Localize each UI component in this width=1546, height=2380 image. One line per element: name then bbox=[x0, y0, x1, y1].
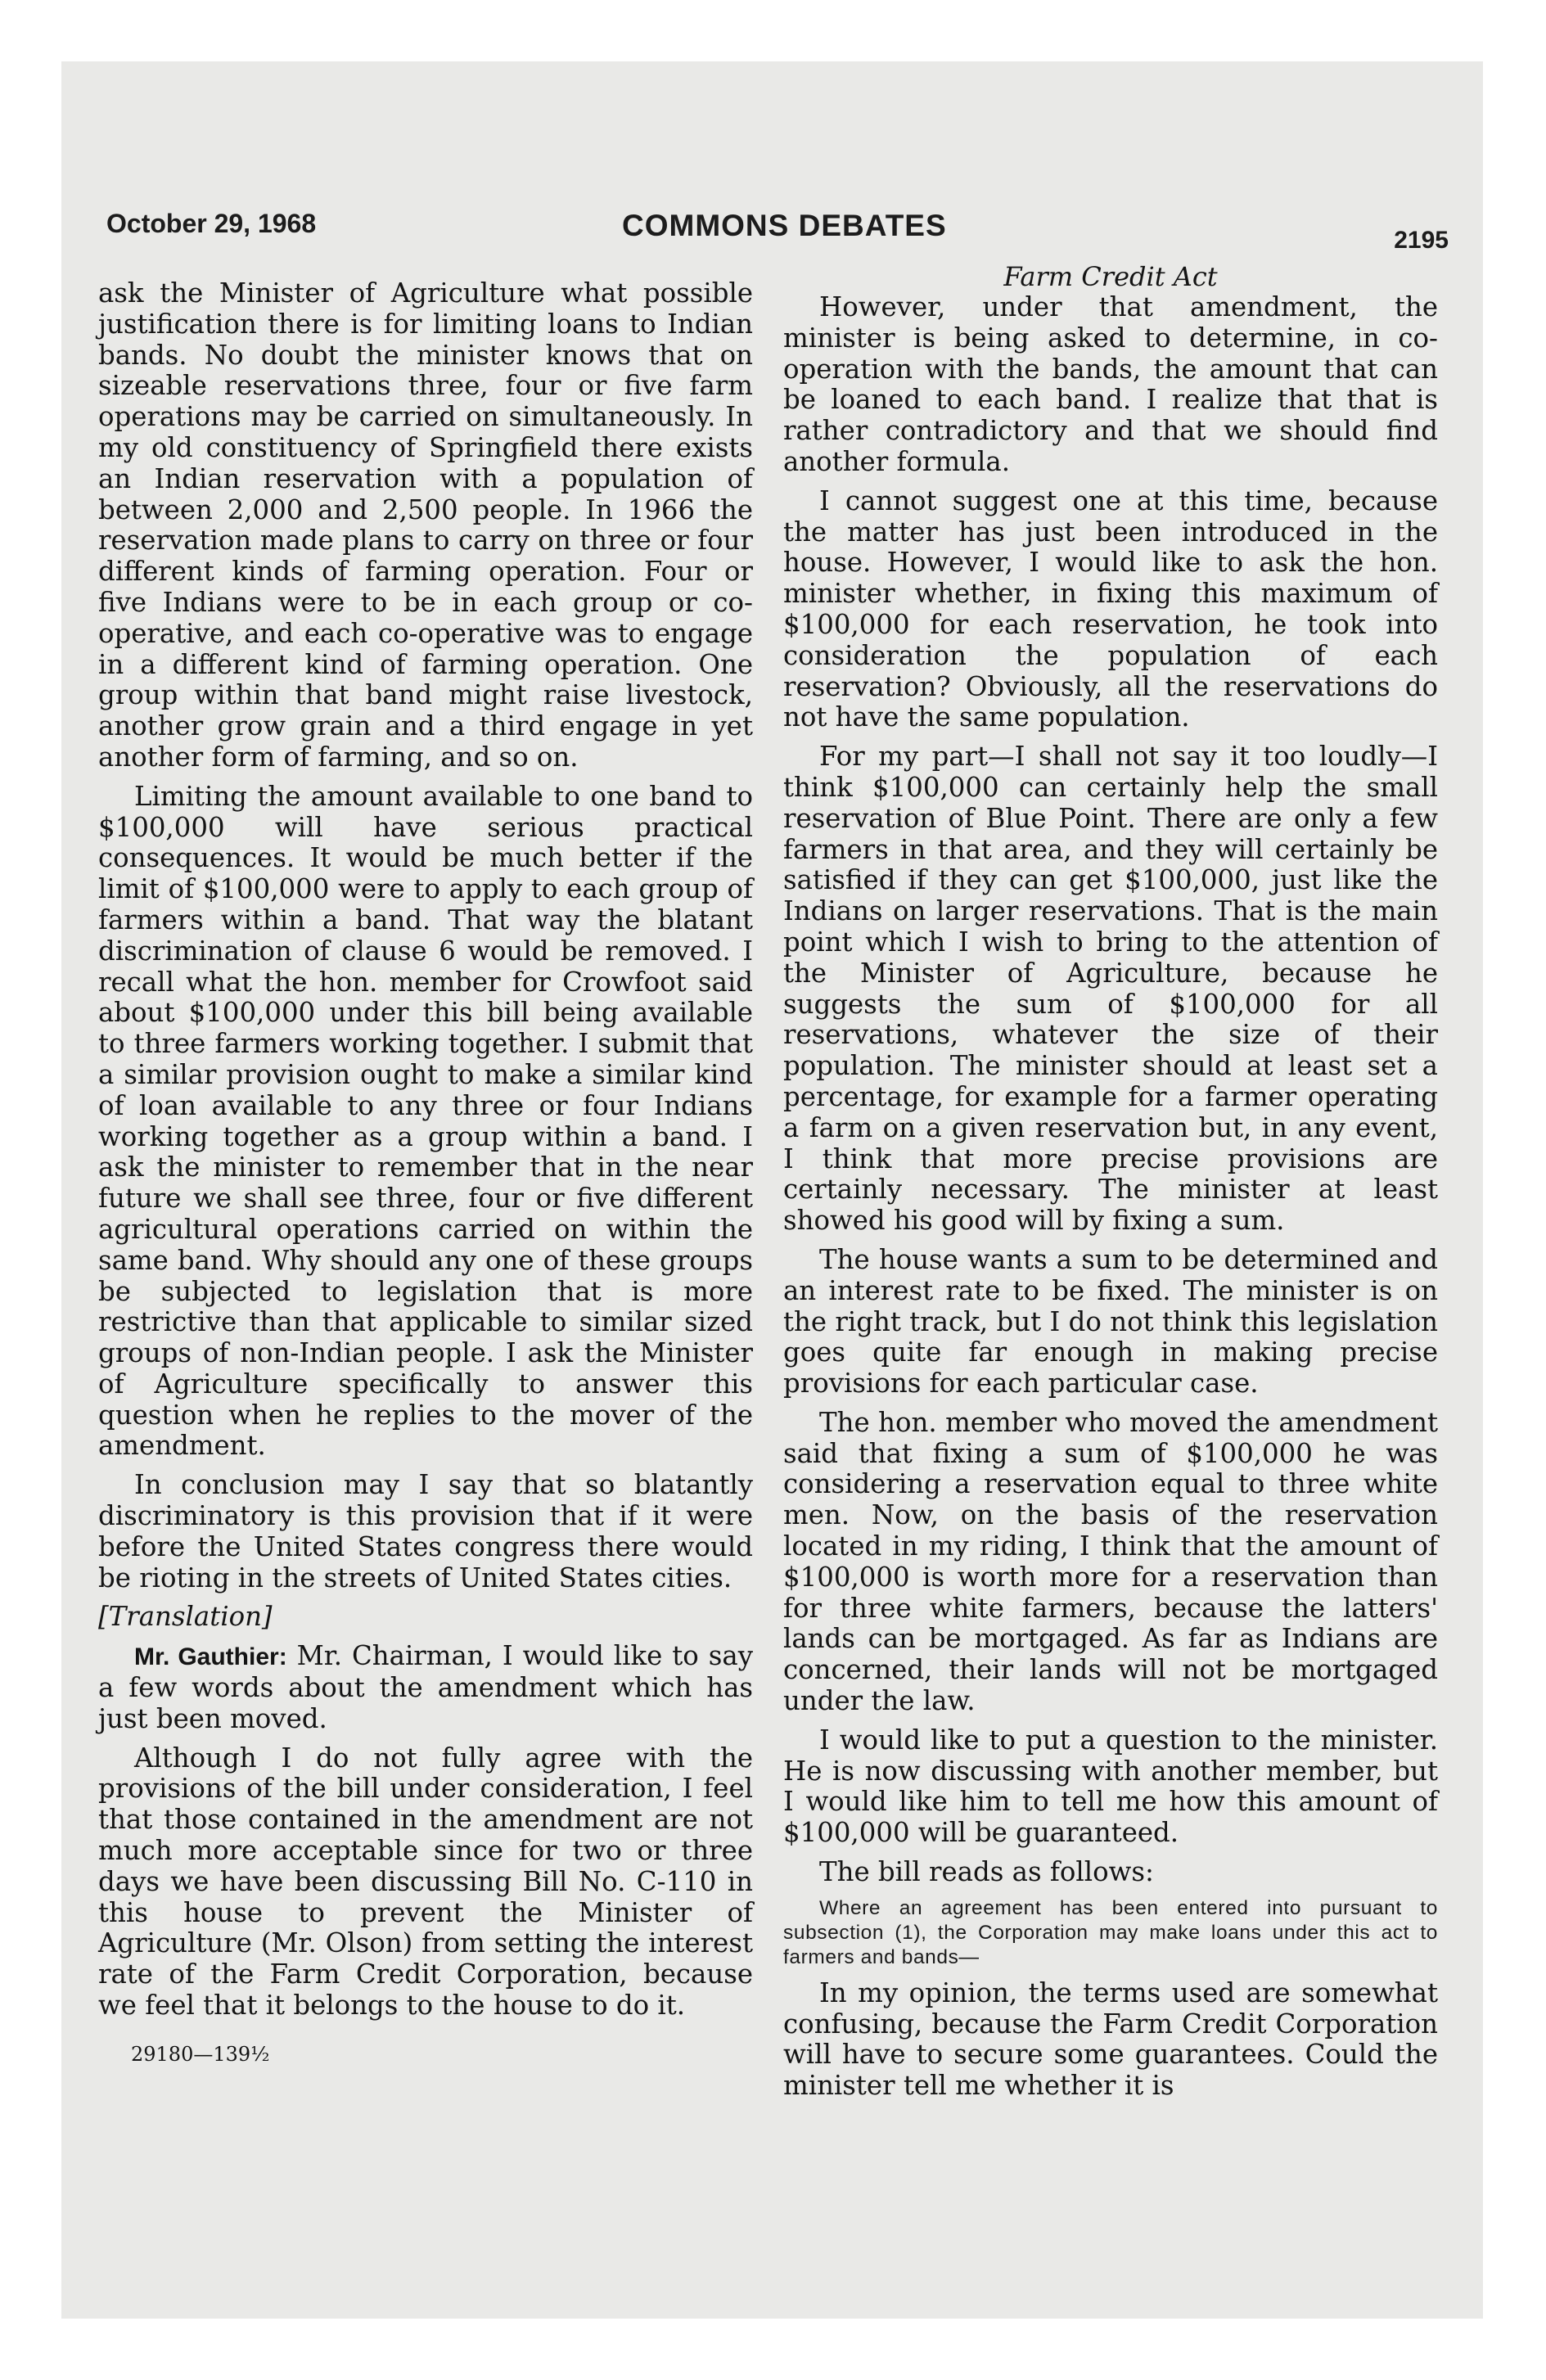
paragraph: Limiting the amount available to one band to $100,000 will have serious practical consequences. It would be much better if the limit of $100,000 were to apply to each group of farmers within a band. That way the blatant discrimination of clause 6 would be removed. I recall what the hon. member for Crowfoot said about $100,000 under this bill being available to three farmers working together. I submit that a similar provision ought to make a similar kind of loan available to any three or four Indians working together as a group within a band. I ask the minister to remember that in the near future we shall see three, four or five different agricultural operations carried on within the same band. Why should any one of these groups be subjected to legislation that is more restrictive than that applicable to similar sized groups of non-Indian people. I ask the Minister of Agriculture specifically to answer this question when he replies to the mover of the amendment. bbox=[98, 780, 753, 1462]
speaker-paragraph bbox=[98, 1641, 753, 1734]
paragraph: The house wants a sum to be determined and an interest rate to be fixed. The minister is on the right track, but I do not think this legislation goes quite far enough in making precise provisions for each particular case. bbox=[783, 1243, 1438, 1400]
paragraph: In my opinion, the terms used are somewhat confusing, because the Farm Credit Corporation will have to secure some guarantees. Could the minister tell me whether it is bbox=[783, 1977, 1438, 2102]
paragraph: However, under that amendment, the minister is being asked to determine, in co-operation with the bands, the amount that can be loaned to each band. I realize that that is rather contradictory and that we should find another formula. bbox=[783, 291, 1438, 477]
paragraph: The bill reads as follows: bbox=[819, 1856, 1154, 1888]
translation-label: [Translation] bbox=[98, 1601, 273, 1633]
paragraph: For my part—I shall not say it too loudly—I think $100,000 can certainly help the small reservation of Blue Point. There are only a few farmers in that area, and they will certainly be satisfied if they can get $100,000, just like the Indians on larger reservations. That is the main point which I wish to bring to the attention of the Minister of Agriculture, because he suggests the sum of $100,000 for all reservations, whatever the size of their population. The minister should at least set a percentage, for example for a farmer operating a farm on a given reservation but, in any event, I think that more precise provisions are certainly necessary. The minister at least showed his good will by fixing a sum. bbox=[783, 741, 1438, 1237]
footer-code: 29180—139½ bbox=[131, 2042, 270, 2066]
paragraph: ask the Minister of Agriculture what possible justification there is for limiting loans to Indian bands. No doubt the minister knows that on sizeable reservations three, four or five farm operations may be carried on simultaneously. In my old constituency of Springfield there exists an Indian reservation with a population of between 2,000 and 2,500 people. In 1966 the reservation made plans to carry on three or four different kinds of farming operation. Four or five Indians were to be in each group or co-operative, and each co-operative was to engage in a different kind of farming operation. One group within that band might raise livestock, another grow grain and a third engage in yet another form of farming, and so on. bbox=[98, 277, 753, 773]
speaker-name: Mr. Gauthier: bbox=[134, 1643, 287, 1671]
paragraph: In conclusion may I say that so blatantly discriminatory is this provision that if it were before the United States congress there would be rioting in the streets of United States cities. bbox=[98, 1469, 753, 1593]
left-column bbox=[98, 278, 753, 2071]
paragraph: I cannot suggest one at this time, because the matter has just been introduced in the house. However, I would like to ask the hon. minister whether, in fixing this maximum of $100,000 for each reservation, he took into consideration the population of each reservation? Obviously, all the reservations do not have the same population. bbox=[783, 485, 1438, 733]
page-number: 2195 bbox=[1394, 227, 1449, 254]
paragraph: Although I do not fully agree with the provisions of the bill under consideration, I feel that those contained in the amendment are not much more acceptable since for two or three days we have been discussing Bill No. C-110 in this house to prevent the Minister of Agriculture (Mr. Olson) from setting the interest rate of the Farm Credit Corporation, because we feel that it belongs to the house to do it. bbox=[98, 1742, 753, 2022]
header-date: October 29, 1968 bbox=[106, 209, 317, 238]
header-title: COMMONS DEBATES bbox=[622, 209, 947, 242]
page-header bbox=[106, 209, 1449, 258]
paragraph: The hon. member who moved the amendment said that fixing a sum of $100,000 he was considering a reservation equal to three white men. Now, on the basis of the reservation located in my riding, I think that the amount of $100,000 is worth more for a reservation than for three white farmers, because the latters' lands can be mortgaged. As far as Indians are concerned, their lands will not be mortgaged under the law. bbox=[783, 1406, 1438, 1717]
paragraph: I would like to put a question to the minister. He is now discussing with another member, but I would like him to tell me how this amount of $100,000 will be guaranteed. bbox=[783, 1724, 1438, 1849]
bill-quote: Where an agreement has been entered into pursuant to subsection (1), the Corporation may make loans under this act to farmers and bands— bbox=[783, 1896, 1438, 1968]
running-head: Farm Credit Act bbox=[1003, 261, 1218, 292]
speaker-text: Mr. Chairman, I would like to say a few words about the amendment which has just been moved. bbox=[98, 1640, 753, 1734]
right-column bbox=[783, 261, 1438, 2110]
